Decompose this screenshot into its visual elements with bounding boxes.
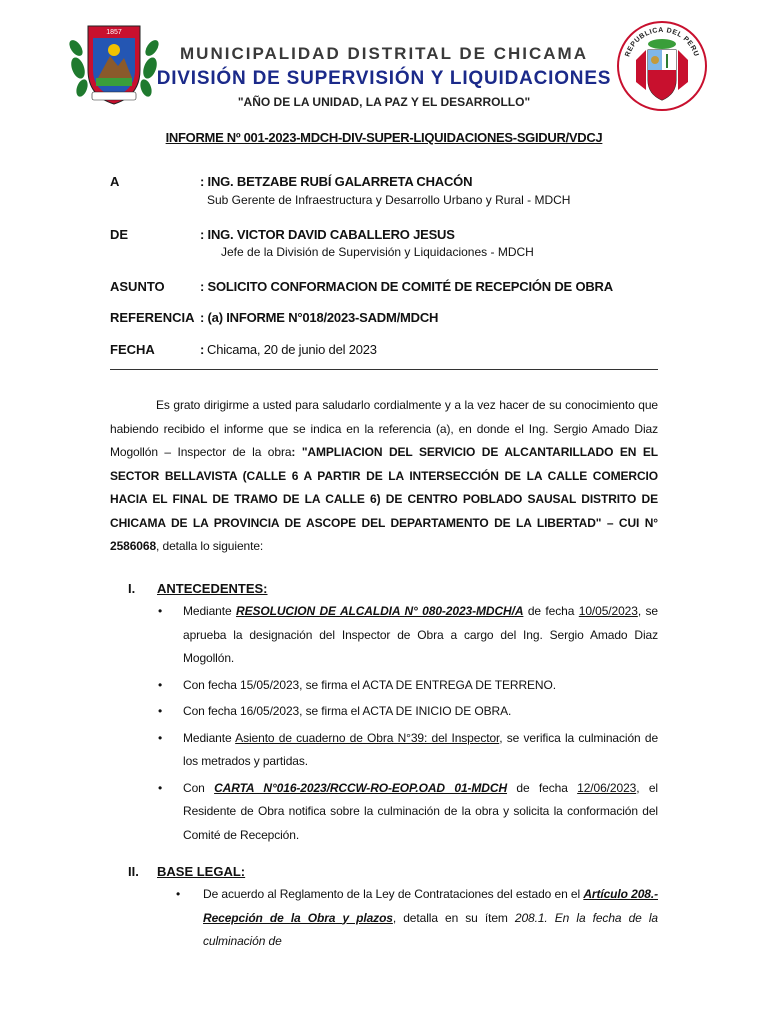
article-quote: 208.1. En la fecha de la culminación de [203, 910, 658, 948]
field-fecha-value: Chicama, 20 de junio del 2023 [207, 342, 377, 357]
antecedentes-list [158, 600, 659, 850]
field-referencia-label: REFERENCIA [110, 310, 195, 325]
item-text: , el Residente de Obra notifica sobre la culminación de la obra y solicita la conformación del Comité de Recepción. [183, 780, 658, 842]
item-text: Con [183, 780, 215, 795]
list-item [176, 883, 658, 954]
bullet-glyph: • [158, 730, 163, 745]
header-divider [110, 369, 658, 370]
intro-paragraph [110, 394, 658, 559]
item-text: , detalla en su ítem [392, 910, 515, 925]
base-legal-list [176, 883, 658, 957]
intro-text-2: , detalla lo siguiente: [156, 539, 264, 553]
item-text: , se verifica la culminación de los metrados y partidas. [183, 730, 659, 768]
letter-date: 12/06/2023 [577, 780, 637, 795]
bullet-glyph: • [158, 604, 163, 618]
field-a-sub: Sub Gerente de Infraestructura y Desarrollo Urbano y Rural - MDCH [207, 193, 571, 207]
seal-text: REPUBLICA DEL PERU [624, 26, 700, 58]
bullet-glyph: • [158, 780, 163, 795]
bullet-glyph: • [158, 677, 163, 692]
item-text: Con fecha 16/05/2023, se firma el ACTA DE INICIO DE OBRA. [183, 704, 512, 718]
item-text: de fecha [507, 780, 578, 795]
field-fecha-label: FECHA [110, 342, 155, 357]
letter-reference: CARTA N°016-2023/RCCW-RO-EOP.OAD 01-MDCH [214, 780, 508, 795]
item-text: Mediante [183, 730, 236, 745]
bullet-glyph: • [158, 704, 163, 718]
resolution-reference: RESOLUCION DE ALCALDIA N° 080-2023-MDCH/A [236, 604, 524, 618]
item-text: de fecha [523, 604, 579, 618]
item-text: Con fecha 15/05/2023, se firma el ACTA DE ENTREGA DE TERRENO. [183, 677, 556, 692]
intro-colon: : [291, 445, 296, 459]
field-asunto-label: ASUNTO [110, 279, 165, 294]
section-1-title: ANTECEDENTES: [157, 581, 268, 596]
year-motto: "AÑO DE LA UNIDAD, LA PAZ Y EL DESARROLLO" [237, 95, 531, 109]
item-text: De acuerdo al Reglamento de la Ley de Contrataciones del estado en el [203, 887, 584, 901]
section-2-number: II. [128, 864, 139, 879]
field-a-value: : ING. BETZABE RUBÍ GALARRETA CHACÓN [200, 174, 473, 189]
section-2-title: BASE LEGAL: [157, 864, 246, 879]
bullet-glyph: • [176, 887, 181, 901]
list-item [158, 727, 659, 774]
shield-year: 1857 [106, 29, 122, 36]
field-de-sub: Jefe de la División de Supervisión y Liquidaciones - MDCH [221, 245, 534, 259]
report-number: INFORME Nº 001-2023-MDCH-DIV-SUPER-LIQUIDACIONES-SGIDUR/VDCJ [165, 130, 603, 145]
field-de-value: : ING. VICTOR DAVID CABALLERO JESUS [200, 227, 455, 242]
field-a-label: A [110, 174, 120, 189]
logbook-entry: Asiento de cuaderno de Obra N°39: del Inspector [235, 730, 500, 745]
article-reference: Artículo 208.- Recepción de la Obra y plazos [203, 887, 658, 925]
resolution-date: 10/05/2023 [578, 604, 638, 618]
list-item [158, 600, 658, 671]
list-item [158, 700, 658, 724]
field-referencia-value: : (a) INFORME N°018/2023-SADM/MDCH [200, 310, 439, 325]
item-text: Mediante [183, 604, 237, 618]
intro-project-name: "AMPLIACION DEL SERVICIO DE ALCANTARILLADO EN EL SECTOR BELLAVISTA (CALLE 6 A PARTIR DE LA INTERSECCIÓN DE LA CALLE COMERCIO HACIA EL FINAL DE TRAMO DE LA CALLE 6) DE CENTRO POBLADO SAUSAL DISTRITO DE CHICAMA DE LA PROVINCIA DE ASCOPE DEL DEPARTAMENTO DE LA LIBERTAD" – CUI N° 2586068 [110, 445, 658, 553]
list-item [158, 674, 658, 698]
municipality-name: MUNICIPALIDAD DISTRITAL DE CHICAMA [180, 44, 588, 63]
division-title: DIVISIÓN DE SUPERVISIÓN Y LIQUIDACIONES [156, 68, 612, 89]
list-item [158, 777, 658, 848]
field-asunto-value: : SOLICITO CONFORMACION DE COMITÉ DE RECEPCIÓN DE OBRA [200, 279, 613, 294]
field-fecha-colon: : [200, 342, 205, 357]
intro-text-1: Es grato dirigirme a usted para saludarlo cordialmente y a la vez hacer de su conocimiento que habiendo recibido el informe que se indica en la referencia (a), en donde el Ing. Sergio Amado Diaz Mogollón – Inspector de la obra [110, 398, 658, 459]
item-text: , se aprueba la designación del Inspector de Obra a cargo del Ing. Sergio Amado Diaz Mogollón. [183, 604, 658, 665]
field-de-label: DE [110, 227, 129, 242]
section-1-number: I. [128, 581, 136, 596]
